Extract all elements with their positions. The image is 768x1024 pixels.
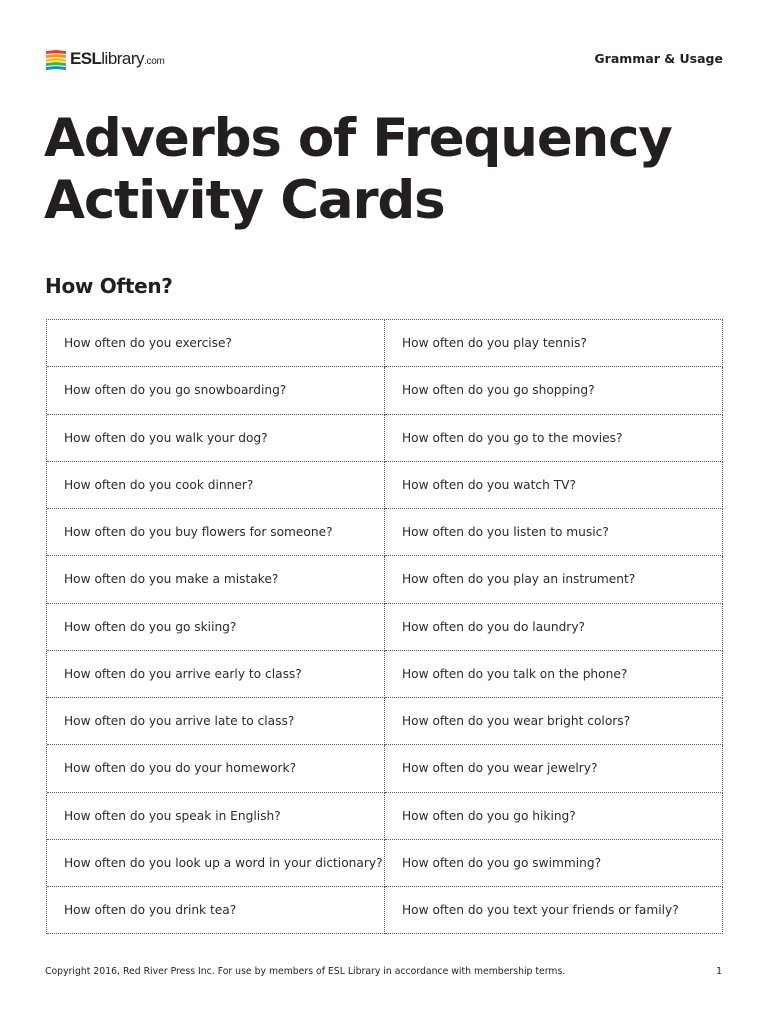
activity-card: How often do you go swimming? — [385, 840, 723, 887]
activity-card: How often do you go hiking? — [385, 793, 723, 840]
stacked-books-icon — [45, 47, 67, 71]
logo-wordmark — [70, 49, 165, 69]
logo-stripe — [46, 50, 66, 54]
activity-card: How often do you drink tea? — [47, 887, 385, 934]
activity-card: How often do you talk on the phone? — [385, 651, 723, 698]
activity-card: How often do you go to the movies? — [385, 415, 723, 462]
section-heading: How Often? — [45, 274, 173, 298]
logo-stripe — [46, 62, 66, 66]
activity-card: How often do you do laundry? — [385, 604, 723, 651]
copyright-notice: Copyright 2016, Red River Press Inc. For use by members of ESL Library in accordance with membership terms. — [45, 966, 566, 977]
activity-card: How often do you go shopping? — [385, 367, 723, 414]
logo-stripe — [46, 58, 66, 62]
activity-card: How often do you wear jewelry? — [385, 745, 723, 792]
activity-card: How often do you do your homework? — [47, 745, 385, 792]
activity-card: How often do you wear bright colors? — [385, 698, 723, 745]
activity-card: How often do you play an instrument? — [385, 556, 723, 603]
category-label: Grammar & Usage — [594, 51, 723, 66]
activity-card: How often do you go snowboarding? — [47, 367, 385, 414]
page-header — [45, 44, 723, 74]
activity-card: How often do you text your friends or family? — [385, 887, 723, 934]
page-title-line-1: Adverbs of Frequency — [44, 108, 672, 169]
esl-library-logo — [45, 44, 165, 74]
activity-card: How often do you arrive early to class? — [47, 651, 385, 698]
activity-card: How often do you exercise? — [47, 320, 385, 367]
page-title — [44, 108, 744, 232]
activity-card: How often do you make a mistake? — [47, 556, 385, 603]
logo-brand-suffix: library — [101, 49, 145, 68]
activity-card: How often do you speak in English? — [47, 793, 385, 840]
activity-cards-grid — [46, 319, 723, 934]
activity-card: How often do you watch TV? — [385, 462, 723, 509]
activity-card: How often do you arrive late to class? — [47, 698, 385, 745]
activity-card: How often do you walk your dog? — [47, 415, 385, 462]
page-number: 1 — [716, 966, 722, 977]
logo-brand: ESL — [70, 49, 102, 68]
logo-brand-domain: .com — [144, 56, 165, 67]
activity-card: How often do you look up a word in your dictionary? — [47, 840, 385, 887]
page-footer — [45, 966, 723, 982]
activity-card: How often do you go skiing? — [47, 604, 385, 651]
activity-card: How often do you buy flowers for someone? — [47, 509, 385, 556]
logo-stripe — [46, 66, 66, 70]
logo-stripe — [46, 54, 66, 58]
activity-card: How often do you play tennis? — [385, 320, 723, 367]
activity-card: How often do you listen to music? — [385, 509, 723, 556]
activity-card: How often do you cook dinner? — [47, 462, 385, 509]
page-title-line-2: Activity Cards — [44, 170, 445, 231]
